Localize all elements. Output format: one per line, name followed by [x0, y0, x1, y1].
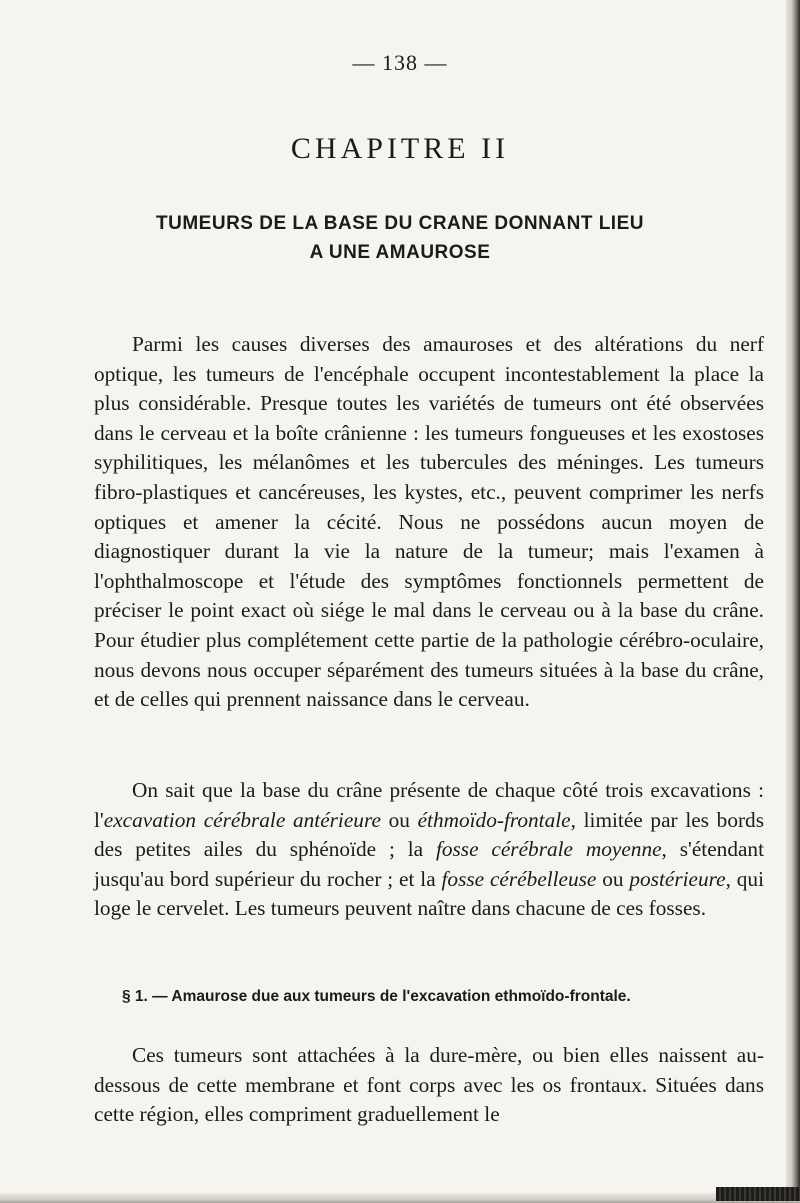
binding-mark [716, 1187, 800, 1201]
paragraph-2-text [94, 776, 764, 924]
paragraph-1 [94, 330, 764, 715]
section-heading: § 1. — Amaurose due aux tumeurs de l'excavation ethmoïdo-frontale. [122, 988, 631, 1005]
paragraph-2-italic-2: éthmoïdo-frontale [417, 807, 571, 832]
paragraph-3-text: Ces tumeurs sont attachées à la dure-mère, ou bien elles naissent au-dessous de cette membrane et font corps avec les os frontaux. Situées dans cette région, elles compriment graduellement le [94, 1043, 764, 1127]
paragraph-2-italic-3: fosse cérébrale moyenne [435, 837, 662, 862]
paragraph-2-italic-5: postérieure [629, 866, 726, 891]
paragraph-2-run-2: ou [380, 807, 418, 832]
chapter-title-line-2: A UNE AMAUROSE [309, 242, 491, 263]
page-number: — 138 — [352, 50, 448, 75]
page-edge-shadow [786, 0, 800, 1203]
chapter-title-line-1: TUMEURS DE LA BASE DU CRANE DONNANT LIEU [156, 213, 644, 234]
paragraph-2-run-4: , s'étendant jusqu'au bord supérieur du rocher ; et la [94, 837, 764, 891]
paragraph-2-italic-1: excavation cérébrale antérieure [103, 807, 381, 832]
paragraph-2-run-3: , limitée par les bords des petites ailes du sphénoïde ; la [94, 807, 764, 862]
chapter-title [0, 209, 800, 267]
paragraph-2-italic-4: fosse cérébelleuse [441, 866, 597, 891]
paragraph-2-run-1: On sait que la base du crâne présente de chaque côté trois excavations : l' [94, 778, 764, 832]
paragraph-2-run-6: , qui loge le cervelet. Les tumeurs peuvent naître dans chacune de ces fosses. [94, 866, 764, 921]
chapter-heading: CHAPITRE II [290, 132, 510, 165]
paragraph-3 [94, 1041, 764, 1130]
paragraph-1-text: Parmi les causes diverses des amauroses et des altérations du nerf optique, les tumeurs de l'encéphale occupent incontestablement la place la plus considérable. Presque toutes les variétés de tumeurs ont été observées dans le cerveau et la boîte crânienne : les tumeurs fongueuses et les exostoses syphilitiques, les mélanômes et les tubercules des méninges. Les tumeurs fibro-plastiques et cancéreuses, les kystes, etc., peuvent comprimer les nerfs optiques et amener la cécité. Nous ne possédons aucun moyen de diagnostiquer durant la vie la nature de la tumeur; mais l'examen à l'ophthalmoscope et l'étude des symptômes fonctionnels permettent de préciser le point exact où siége le mal dans le cerveau ou à la base du crâne. Pour étudier plus complétement cette partie de la pathologie cérébro-oculaire, nous devons nous occuper séparément des tumeurs situées à la base du crâne, et de celles qui prennent naissance dans le cerveau. [94, 332, 764, 712]
paragraph-2-run-5: ou [596, 866, 630, 891]
paragraph-2 [94, 776, 764, 924]
page-bottom-edge [0, 1193, 800, 1203]
